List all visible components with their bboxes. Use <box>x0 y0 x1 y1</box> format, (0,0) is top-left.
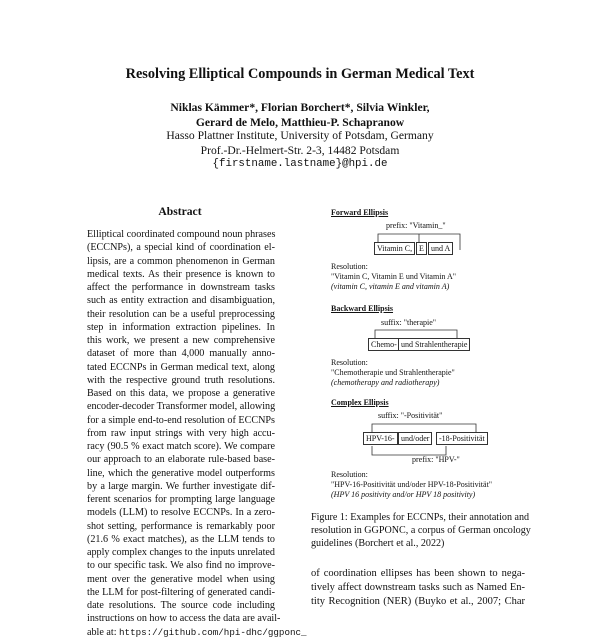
abstract-line: for a simple end-to-end resolution of ECCNPs <box>87 414 275 426</box>
body-line: of coordination ellipses has been shown to nega- <box>311 568 525 579</box>
abstract-line: Elliptical coordinated compound noun phrases <box>87 229 276 240</box>
abstract-line: affect the performance in downstream tasks <box>87 282 275 293</box>
forward-resolution: "Vitamin C, Vitamin E und Vitamin A" <box>331 272 457 281</box>
abstract-line: step in information extraction pipelines. In <box>87 321 275 333</box>
abstract-line <box>87 626 307 639</box>
abstract-line: the LLM for post-filtering of generated candi- <box>87 586 275 598</box>
abstract-line: shot setting, performance is remarkably poor <box>87 520 275 532</box>
backward-token-2: und Strahlentherapie <box>398 338 470 351</box>
abstract-line: ferent scenarios for prompting large language <box>87 494 275 505</box>
abstract-body <box>87 228 307 639</box>
backward-ellipsis-heading: Backward Ellipsis <box>331 304 394 313</box>
abstract-line: from raw input strings with very high accu- <box>87 427 275 439</box>
abstract-line: this work, we present a new comprehensive <box>87 335 275 346</box>
abstract-line: lipsis, are a common phenomenon in German <box>87 255 275 267</box>
abstract-line: such as entity extraction and disambiguation, <box>87 295 275 307</box>
affiliation: Hasso Plattner Institute, University of Potsdam, Germany <box>166 129 434 142</box>
complex-ellipsis-heading: Complex Ellipsis <box>331 398 389 407</box>
abstract-line: medical texts. As their presence is known to <box>87 268 275 280</box>
forward-token-1: Vitamin C, <box>374 242 415 255</box>
backward-token-1: Chemo- <box>368 338 400 351</box>
authors-line-1: Niklas Kämmer*, Florian Borchert*, Silvia Winkler, <box>170 101 430 114</box>
abstract-line: by a large margin. We further investigate dif- <box>87 480 275 492</box>
abstract-last-prefix: able at: <box>87 626 120 638</box>
abstract-line: models (LLM) to resolve ECCNPs. In a zero- <box>87 507 275 519</box>
complex-token-2: und/oder <box>398 432 432 445</box>
source-code-link[interactable]: https://github.com/hpi-dhc/ggponc_ <box>119 626 307 638</box>
caption-line: resolution in GGPONC, a corpus of German oncology <box>311 525 531 537</box>
abstract-line: instructions on how to access the data are avail- <box>87 613 281 625</box>
email: {firstname.lastname}@hpi.de <box>212 158 388 170</box>
paper-title: Resolving Elliptical Compounds in German Medical Text <box>125 66 475 82</box>
complex-arrow-top <box>372 424 476 432</box>
body-line: tively affect downstream tasks such as Named En- <box>311 582 525 593</box>
backward-resolution-label: Resolution: <box>331 358 368 367</box>
forward-prefix-label: prefix: "Vitamin_" <box>386 221 446 230</box>
complex-resolution: "HPV-16-Positivität und/oder HPV-18-Positivität" <box>331 480 493 489</box>
address: Prof.-Dr.-Helmert-Str. 2-3, 14482 Potsdam <box>200 144 400 157</box>
complex-arrow-bottom <box>372 446 446 455</box>
forward-token-2: E <box>416 242 427 255</box>
forward-token-3: und A <box>428 242 453 255</box>
abstract-line: tated ECCNPs in German medical text, along <box>87 361 275 373</box>
complex-prefix-label: prefix: "HPV-" <box>412 455 460 464</box>
abstract-line: (21.6 % exact matches), as the LLM tends to <box>87 533 275 545</box>
abstract-line: date resolutions. The source code including <box>87 600 275 611</box>
abstract-line: (ECCNPs), a special kind of coordination el- <box>87 242 275 254</box>
caption-line: Figure 1: Examples for ECCNPs, their annotation and <box>311 512 530 523</box>
abstract-heading: Abstract <box>158 205 202 218</box>
forward-ellipsis-heading: Forward Ellipsis <box>331 208 389 217</box>
abstract-line: ment over the generative model when using <box>87 573 275 585</box>
abstract-line: our approach to an elaborate rule-based base- <box>87 454 275 466</box>
complex-token-1: HPV-16- <box>363 432 398 445</box>
forward-translation: (vitamin C, vitamin E and vitamin A) <box>331 282 450 291</box>
body-text <box>311 567 525 609</box>
abstract-line: racy (90.5 % exact match score). We compare <box>87 441 275 452</box>
abstract-line: apply complex changes to the inputs unrelated <box>87 547 275 558</box>
forward-resolution-label: Resolution: <box>331 262 368 271</box>
abstract-line: line, which the generative model outperforms <box>87 467 275 479</box>
abstract-line: with the respective ground truth resolutions. <box>87 374 275 386</box>
backward-suffix-label: suffix: "therapie" <box>381 318 437 327</box>
backward-translation: (chemotherapy and radiotherapy) <box>331 378 440 387</box>
complex-suffix-label: suffix: "-Positivität" <box>378 411 443 420</box>
abstract-line: their resolution can be a useful preprocessing <box>87 308 275 320</box>
figure-caption <box>311 511 531 551</box>
complex-resolution-label: Resolution: <box>331 470 368 479</box>
body-line: tity Recognition (NER) (Buyko et al., 2007; Char <box>311 596 525 607</box>
abstract-line: Based on this data, we propose a generative <box>87 388 275 399</box>
abstract-line: dataset of more than 4,000 manually anno- <box>87 348 275 360</box>
abstract-line: encoder-decoder Transformer model, allowing <box>87 401 276 413</box>
complex-token-3: -18-Positivität <box>436 432 488 445</box>
backward-resolution: "Chemotherapie und Strahlentherapie" <box>331 368 455 377</box>
complex-translation: (HPV 16 positivity and/or HPV 18 positivity) <box>331 490 476 499</box>
abstract-line: to our specific task. We also find no improve- <box>87 560 275 572</box>
caption-line: guidelines (Borchert et al., 2022) <box>311 538 445 550</box>
authors-line-2: Gerard de Melo, Matthieu-P. Schapranow <box>195 116 405 129</box>
